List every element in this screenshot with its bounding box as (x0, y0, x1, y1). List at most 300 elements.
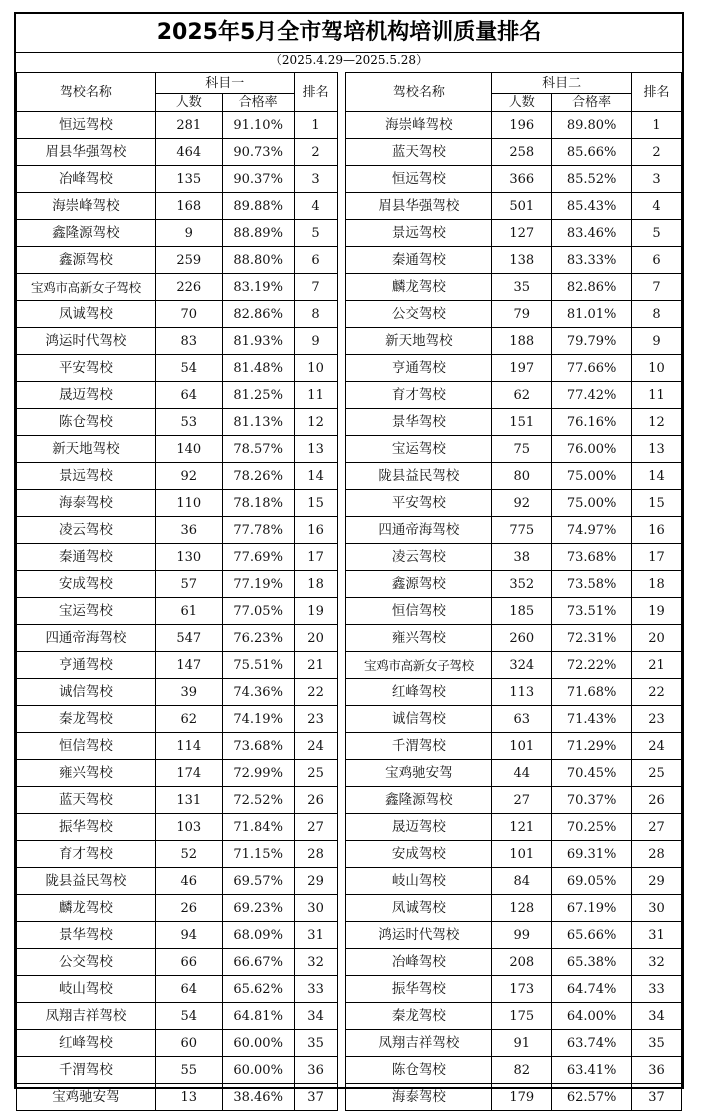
subject1-school-name: 秦龙驾校 (17, 706, 156, 733)
page-title: 2025年5月全市驾培机构培训质量排名 (156, 20, 542, 45)
subject2-pass-rate: 72.31% (552, 625, 632, 652)
subject1-pass-rate: 81.93% (222, 328, 294, 355)
subject1-rank: 11 (294, 382, 337, 409)
subject2-rank: 21 (632, 652, 682, 679)
subject1-rank: 4 (294, 193, 337, 220)
subject2-school-name: 鸿运时代驾校 (346, 922, 492, 949)
subject2-pass-rate: 85.66% (552, 139, 632, 166)
column-gap (337, 814, 346, 841)
subject2-count: 75 (492, 436, 552, 463)
header-pass-rate-2: 合格率 (552, 94, 632, 112)
subject1-rank: 3 (294, 166, 337, 193)
subject2-school-name: 公交驾校 (346, 301, 492, 328)
subject2-count: 185 (492, 598, 552, 625)
subject2-count: 260 (492, 625, 552, 652)
ranking-sheet (14, 12, 684, 1105)
header-school-name-1: 驾校名称 (17, 73, 156, 112)
subject1-school-name: 海泰驾校 (17, 490, 156, 517)
subject2-count: 79 (492, 301, 552, 328)
subject2-school-name: 四通帝海驾校 (346, 517, 492, 544)
subject2-pass-rate: 70.37% (552, 787, 632, 814)
subject1-count: 26 (155, 895, 222, 922)
subject1-pass-rate: 38.46% (222, 1084, 294, 1111)
table-row (17, 355, 682, 382)
subject1-count: 39 (155, 679, 222, 706)
subject1-count: 259 (155, 247, 222, 274)
subject2-rank: 31 (632, 922, 682, 949)
subject1-count: 547 (155, 625, 222, 652)
subject1-count: 53 (155, 409, 222, 436)
subject1-rank: 23 (294, 706, 337, 733)
subject2-pass-rate: 81.01% (552, 301, 632, 328)
subject1-count: 70 (155, 301, 222, 328)
subject2-rank: 27 (632, 814, 682, 841)
subject2-pass-rate: 64.74% (552, 976, 632, 1003)
subject2-pass-rate: 76.00% (552, 436, 632, 463)
subject1-rank: 25 (294, 760, 337, 787)
subject2-pass-rate: 82.86% (552, 274, 632, 301)
column-gap (337, 328, 346, 355)
subject1-school-name: 亨通驾校 (17, 652, 156, 679)
subject1-count: 83 (155, 328, 222, 355)
header-school-name-2: 驾校名称 (346, 73, 492, 112)
table-row (17, 517, 682, 544)
table-row (17, 787, 682, 814)
ranking-table-body (17, 112, 682, 1111)
subject1-count: 168 (155, 193, 222, 220)
subject2-count: 501 (492, 193, 552, 220)
subject2-rank: 17 (632, 544, 682, 571)
table-row (17, 112, 682, 139)
subject2-rank: 34 (632, 1003, 682, 1030)
subject1-pass-rate: 74.36% (222, 679, 294, 706)
column-gap (337, 787, 346, 814)
subject2-rank: 36 (632, 1057, 682, 1084)
subject1-school-name: 四通帝海驾校 (17, 625, 156, 652)
subject1-count: 281 (155, 112, 222, 139)
column-gap (337, 73, 346, 112)
subject2-pass-rate: 85.52% (552, 166, 632, 193)
column-gap (337, 544, 346, 571)
subject1-rank: 19 (294, 598, 337, 625)
column-gap (337, 1030, 346, 1057)
column-gap (337, 139, 346, 166)
subject1-rank: 36 (294, 1057, 337, 1084)
table-row (17, 1030, 682, 1057)
subject2-rank: 32 (632, 949, 682, 976)
subject2-pass-rate: 75.00% (552, 463, 632, 490)
subject1-school-name: 蓝天驾校 (17, 787, 156, 814)
subject1-pass-rate: 69.57% (222, 868, 294, 895)
subject2-rank: 33 (632, 976, 682, 1003)
subject2-school-name: 麟龙驾校 (346, 274, 492, 301)
table-row (17, 490, 682, 517)
subject2-rank: 1 (632, 112, 682, 139)
column-gap (337, 436, 346, 463)
subject2-school-name: 凤诚驾校 (346, 895, 492, 922)
subject2-school-name: 陈仓驾校 (346, 1057, 492, 1084)
subject1-rank: 8 (294, 301, 337, 328)
subject2-rank: 23 (632, 706, 682, 733)
subject2-pass-rate: 71.29% (552, 733, 632, 760)
table-row (17, 652, 682, 679)
ranking-table (16, 72, 682, 1111)
subject1-rank: 14 (294, 463, 337, 490)
subject2-count: 197 (492, 355, 552, 382)
subject1-school-name: 冶峰驾校 (17, 166, 156, 193)
subject1-pass-rate: 82.86% (222, 301, 294, 328)
subject1-school-name: 晟迈驾校 (17, 382, 156, 409)
subject2-pass-rate: 77.42% (552, 382, 632, 409)
subject2-school-name: 恒远驾校 (346, 166, 492, 193)
column-gap (337, 760, 346, 787)
subject1-school-name: 陈仓驾校 (17, 409, 156, 436)
subject1-pass-rate: 77.05% (222, 598, 294, 625)
subject2-count: 188 (492, 328, 552, 355)
subject2-pass-rate: 76.16% (552, 409, 632, 436)
subject2-school-name: 凌云驾校 (346, 544, 492, 571)
table-row (17, 571, 682, 598)
subject2-count: 80 (492, 463, 552, 490)
subject1-pass-rate: 71.15% (222, 841, 294, 868)
table-row (17, 436, 682, 463)
header-rank-2: 排名 (632, 73, 682, 112)
subject1-count: 54 (155, 1003, 222, 1030)
table-row (17, 247, 682, 274)
subject1-count: 64 (155, 976, 222, 1003)
subject2-count: 38 (492, 544, 552, 571)
subject2-pass-rate: 70.25% (552, 814, 632, 841)
column-gap (337, 949, 346, 976)
subject2-rank: 16 (632, 517, 682, 544)
subject2-count: 101 (492, 841, 552, 868)
subject2-pass-rate: 65.38% (552, 949, 632, 976)
subject2-school-name: 景华驾校 (346, 409, 492, 436)
subject1-pass-rate: 90.73% (222, 139, 294, 166)
subject2-school-name: 秦龙驾校 (346, 1003, 492, 1030)
subject1-rank: 16 (294, 517, 337, 544)
column-gap (337, 922, 346, 949)
subject2-count: 91 (492, 1030, 552, 1057)
subject1-school-name: 岐山驾校 (17, 976, 156, 1003)
subject2-rank: 4 (632, 193, 682, 220)
table-row (17, 1084, 682, 1111)
subject1-pass-rate: 60.00% (222, 1030, 294, 1057)
subject2-rank: 6 (632, 247, 682, 274)
column-gap (337, 1084, 346, 1111)
subject2-count: 775 (492, 517, 552, 544)
subject2-rank: 30 (632, 895, 682, 922)
column-gap (337, 355, 346, 382)
subject2-school-name: 海崇峰驾校 (346, 112, 492, 139)
subject2-school-name: 宝鸡市高新女子驾校 (346, 652, 492, 679)
column-gap (337, 301, 346, 328)
table-row (17, 922, 682, 949)
table-row (17, 760, 682, 787)
column-gap (337, 598, 346, 625)
subject2-rank: 9 (632, 328, 682, 355)
subject1-rank: 30 (294, 895, 337, 922)
table-row (17, 544, 682, 571)
subject2-school-name: 海泰驾校 (346, 1084, 492, 1111)
subject1-pass-rate: 89.88% (222, 193, 294, 220)
header-rank-1: 排名 (294, 73, 337, 112)
subject1-pass-rate: 74.19% (222, 706, 294, 733)
subject1-rank: 13 (294, 436, 337, 463)
column-gap (337, 382, 346, 409)
subject2-count: 92 (492, 490, 552, 517)
subject2-school-name: 鑫源驾校 (346, 571, 492, 598)
subject1-count: 36 (155, 517, 222, 544)
subject1-pass-rate: 75.51% (222, 652, 294, 679)
column-gap (337, 841, 346, 868)
subject2-rank: 19 (632, 598, 682, 625)
subject2-rank: 37 (632, 1084, 682, 1111)
subject1-school-name: 宝鸡市高新女子驾校 (17, 274, 156, 301)
subject2-count: 113 (492, 679, 552, 706)
subject1-pass-rate: 76.23% (222, 625, 294, 652)
subject2-count: 324 (492, 652, 552, 679)
subject2-school-name: 宝运驾校 (346, 436, 492, 463)
subject1-pass-rate: 91.10% (222, 112, 294, 139)
subject1-rank: 5 (294, 220, 337, 247)
table-row (17, 679, 682, 706)
subject2-rank: 13 (632, 436, 682, 463)
subject2-pass-rate: 69.05% (552, 868, 632, 895)
subject1-count: 464 (155, 139, 222, 166)
subject1-school-name: 公交驾校 (17, 949, 156, 976)
subject1-pass-rate: 77.19% (222, 571, 294, 598)
subject2-count: 101 (492, 733, 552, 760)
subject2-pass-rate: 79.79% (552, 328, 632, 355)
table-row (17, 328, 682, 355)
subject2-count: 138 (492, 247, 552, 274)
subject1-pass-rate: 64.81% (222, 1003, 294, 1030)
subject2-school-name: 新天地驾校 (346, 328, 492, 355)
subject2-school-name: 冶峰驾校 (346, 949, 492, 976)
subject2-count: 82 (492, 1057, 552, 1084)
subject1-count: 94 (155, 922, 222, 949)
table-row (17, 166, 682, 193)
subject1-pass-rate: 90.37% (222, 166, 294, 193)
subject2-school-name: 晟迈驾校 (346, 814, 492, 841)
subject2-rank: 26 (632, 787, 682, 814)
column-gap (337, 571, 346, 598)
subject2-pass-rate: 83.33% (552, 247, 632, 274)
table-row (17, 841, 682, 868)
subject1-count: 60 (155, 1030, 222, 1057)
subject2-count: 84 (492, 868, 552, 895)
subject1-school-name: 麟龙驾校 (17, 895, 156, 922)
subject2-count: 121 (492, 814, 552, 841)
column-gap (337, 193, 346, 220)
subject2-pass-rate: 73.58% (552, 571, 632, 598)
subject1-count: 103 (155, 814, 222, 841)
subject1-count: 61 (155, 598, 222, 625)
subject1-pass-rate: 88.89% (222, 220, 294, 247)
subject1-pass-rate: 78.57% (222, 436, 294, 463)
table-row (17, 220, 682, 247)
column-gap (337, 652, 346, 679)
subject2-rank: 24 (632, 733, 682, 760)
subject1-count: 52 (155, 841, 222, 868)
subject1-pass-rate: 78.18% (222, 490, 294, 517)
subject1-school-name: 新天地驾校 (17, 436, 156, 463)
subject2-pass-rate: 77.66% (552, 355, 632, 382)
subject2-pass-rate: 71.68% (552, 679, 632, 706)
subject1-count: 92 (155, 463, 222, 490)
subject2-rank: 8 (632, 301, 682, 328)
subject1-pass-rate: 71.84% (222, 814, 294, 841)
column-gap (337, 112, 346, 139)
subject2-rank: 2 (632, 139, 682, 166)
subject1-school-name: 宝运驾校 (17, 598, 156, 625)
subject2-school-name: 雍兴驾校 (346, 625, 492, 652)
table-row (17, 814, 682, 841)
subject1-pass-rate: 83.19% (222, 274, 294, 301)
subject1-count: 66 (155, 949, 222, 976)
subject1-rank: 29 (294, 868, 337, 895)
table-row (17, 868, 682, 895)
subject2-pass-rate: 67.19% (552, 895, 632, 922)
subject1-school-name: 安成驾校 (17, 571, 156, 598)
header-count-1: 人数 (155, 94, 222, 112)
subject2-count: 196 (492, 112, 552, 139)
subject1-school-name: 雍兴驾校 (17, 760, 156, 787)
column-gap (337, 247, 346, 274)
subject2-school-name: 安成驾校 (346, 841, 492, 868)
subject1-rank: 24 (294, 733, 337, 760)
subject2-count: 99 (492, 922, 552, 949)
subject2-count: 258 (492, 139, 552, 166)
subject2-rank: 10 (632, 355, 682, 382)
subject2-count: 128 (492, 895, 552, 922)
subject1-count: 131 (155, 787, 222, 814)
subject2-count: 179 (492, 1084, 552, 1111)
table-row (17, 1057, 682, 1084)
subject1-school-name: 景远驾校 (17, 463, 156, 490)
header-subject1: 科目一 (155, 73, 294, 94)
subject2-count: 175 (492, 1003, 552, 1030)
subject1-count: 226 (155, 274, 222, 301)
header-subject2: 科目二 (492, 73, 632, 94)
subject2-school-name: 诚信驾校 (346, 706, 492, 733)
subject2-pass-rate: 63.74% (552, 1030, 632, 1057)
table-row (17, 706, 682, 733)
subject2-rank: 14 (632, 463, 682, 490)
subject1-pass-rate: 65.62% (222, 976, 294, 1003)
subject1-pass-rate: 88.80% (222, 247, 294, 274)
table-row (17, 625, 682, 652)
table-row (17, 733, 682, 760)
subject1-rank: 21 (294, 652, 337, 679)
subject2-school-name: 秦通驾校 (346, 247, 492, 274)
subject1-count: 57 (155, 571, 222, 598)
subject1-school-name: 诚信驾校 (17, 679, 156, 706)
subject2-rank: 28 (632, 841, 682, 868)
subject1-pass-rate: 81.48% (222, 355, 294, 382)
subject1-rank: 15 (294, 490, 337, 517)
subject1-pass-rate: 78.26% (222, 463, 294, 490)
subject1-rank: 34 (294, 1003, 337, 1030)
subject1-school-name: 宝鸡驰安驾 (17, 1084, 156, 1111)
subject2-rank: 12 (632, 409, 682, 436)
subject1-count: 110 (155, 490, 222, 517)
subject1-count: 64 (155, 382, 222, 409)
subject2-pass-rate: 71.43% (552, 706, 632, 733)
subject1-rank: 6 (294, 247, 337, 274)
subject1-count: 13 (155, 1084, 222, 1111)
subject1-count: 140 (155, 436, 222, 463)
subject1-rank: 28 (294, 841, 337, 868)
table-row (17, 382, 682, 409)
subject1-pass-rate: 77.69% (222, 544, 294, 571)
subject1-rank: 33 (294, 976, 337, 1003)
subject1-school-name: 海崇峰驾校 (17, 193, 156, 220)
subject1-count: 9 (155, 220, 222, 247)
subject2-school-name: 景远驾校 (346, 220, 492, 247)
subject1-rank: 18 (294, 571, 337, 598)
subject1-count: 174 (155, 760, 222, 787)
table-row (17, 463, 682, 490)
subject2-school-name: 凤翔吉祥驾校 (346, 1030, 492, 1057)
subject2-pass-rate: 72.22% (552, 652, 632, 679)
column-gap (337, 1057, 346, 1084)
subject1-school-name: 景华驾校 (17, 922, 156, 949)
subject2-school-name: 鑫隆源驾校 (346, 787, 492, 814)
subject1-rank: 35 (294, 1030, 337, 1057)
subject2-school-name: 平安驾校 (346, 490, 492, 517)
subject2-school-name: 岐山驾校 (346, 868, 492, 895)
subject2-rank: 15 (632, 490, 682, 517)
subject2-count: 173 (492, 976, 552, 1003)
subject1-count: 114 (155, 733, 222, 760)
subject1-school-name: 平安驾校 (17, 355, 156, 382)
subject1-rank: 20 (294, 625, 337, 652)
subject1-count: 55 (155, 1057, 222, 1084)
header-count-2: 人数 (492, 94, 552, 112)
subject2-pass-rate: 64.00% (552, 1003, 632, 1030)
subject1-count: 54 (155, 355, 222, 382)
subject1-school-name: 凌云驾校 (17, 517, 156, 544)
subject2-count: 27 (492, 787, 552, 814)
subject2-school-name: 亨通驾校 (346, 355, 492, 382)
subject1-pass-rate: 68.09% (222, 922, 294, 949)
subject1-rank: 7 (294, 274, 337, 301)
subject2-school-name: 振华驾校 (346, 976, 492, 1003)
table-row (17, 1003, 682, 1030)
column-gap (337, 679, 346, 706)
subject1-count: 46 (155, 868, 222, 895)
subject1-school-name: 振华驾校 (17, 814, 156, 841)
subject1-count: 135 (155, 166, 222, 193)
subject1-pass-rate: 72.52% (222, 787, 294, 814)
subject1-rank: 10 (294, 355, 337, 382)
subject1-rank: 22 (294, 679, 337, 706)
subject1-school-name: 眉县华强驾校 (17, 139, 156, 166)
subject1-school-name: 鸿运时代驾校 (17, 328, 156, 355)
subject2-pass-rate: 75.00% (552, 490, 632, 517)
subject1-school-name: 恒远驾校 (17, 112, 156, 139)
subject2-count: 208 (492, 949, 552, 976)
column-gap (337, 490, 346, 517)
subject2-pass-rate: 69.31% (552, 841, 632, 868)
subject2-pass-rate: 89.80% (552, 112, 632, 139)
subject1-school-name: 红峰驾校 (17, 1030, 156, 1057)
subject2-count: 62 (492, 382, 552, 409)
column-gap (337, 517, 346, 544)
subject2-school-name: 红峰驾校 (346, 679, 492, 706)
